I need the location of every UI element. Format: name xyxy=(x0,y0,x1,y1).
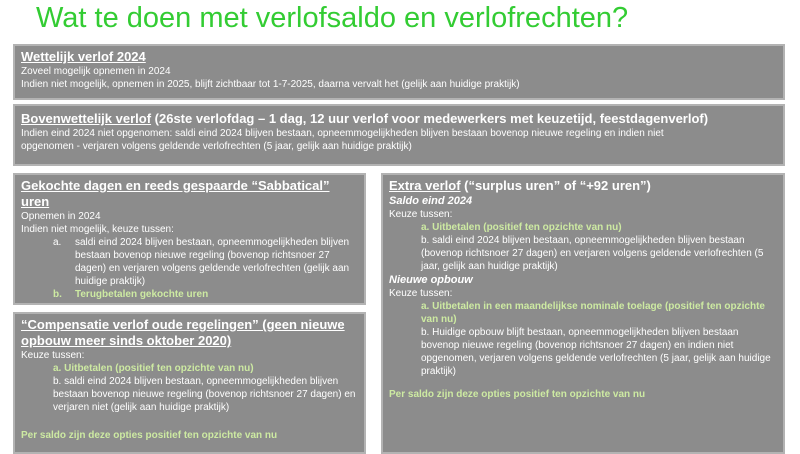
box-text: Zoveel mogelijk opnemen in 2024 xyxy=(21,66,171,77)
box-text: opgenomen - verjaren volgens geldende verlofrechten (5 jaar, gelijk aan huidige praktijk) xyxy=(21,141,412,152)
box-heading: Gekochte dagen en reeds gespaarde “Sabbatical” uren xyxy=(21,178,330,209)
box-text: Keuze tussen: xyxy=(21,350,85,361)
option-a: a. Uitbetalen in een maandelijkse nominale toelage (positief ten opzichte van nu) xyxy=(421,301,765,325)
box-extra-verlof xyxy=(381,173,785,454)
box-wettelijk-verlof xyxy=(13,44,785,100)
box-footer: Per saldo zijn deze opties positief ten opzichte van nu xyxy=(21,430,278,441)
option-text: Terugbetalen gekochte uren xyxy=(75,289,209,300)
option-label: b. xyxy=(53,289,62,300)
box-bovenwettelijk-verlof xyxy=(13,104,785,166)
box-text: Indien niet mogelijk, keuze tussen: xyxy=(21,224,174,235)
box-heading: Wettelijk verlof 2024 xyxy=(21,49,146,64)
box-gekochte-dagen xyxy=(13,173,366,305)
option-b xyxy=(21,288,358,301)
box-text: Keuze tussen: xyxy=(389,288,453,299)
box-heading-rest: (“surplus uren” of “+92 uren”) xyxy=(460,178,651,193)
page-title: Wat te doen met verlofsaldo en verlofrechten? xyxy=(36,2,629,34)
option-label: a. xyxy=(53,237,62,248)
option-b: b. saldi eind 2024 blijven bestaan, opneemmogelijkheden blijven bestaan (bovenop richtsnoer 27 dagen) en verjaren volgens geldende verlofrechten (5 jaar, gelijk aan huidige praktijk) xyxy=(421,235,764,272)
box-text: Keuze tussen: xyxy=(389,209,453,220)
sub-heading: Saldo eind 2024 xyxy=(389,195,473,207)
sub-heading: Nieuwe opbouw xyxy=(389,274,473,286)
box-text: Indien eind 2024 niet opgenomen: saldi eind 2024 blijven bestaan, opneemmogelijkheden blijven bestaan bovenop nieuwe regeling en indien niet xyxy=(21,128,664,139)
box-heading: Extra verlof xyxy=(389,178,461,193)
box-compensatie-verlof xyxy=(13,312,366,454)
option-b: b. Huidige opbouw blijft bestaan, opneemmogelijkheden blijven bestaan bovenop nieuwe regeling (bovenop richtsnoer 27 dagen) en indien niet opgenomen, verjaren volgens geldende verlofrechten (5 jaar, gelijk aan huidige praktijk) xyxy=(421,327,771,377)
box-heading-rest: (26ste verlofdag – 1 dag, 12 uur verlof voor medewerkers met keuzetijd, feestdagenverlof) xyxy=(151,111,709,126)
option-a xyxy=(21,236,358,288)
box-footer: Per saldo zijn deze opties positief ten opzichte van nu xyxy=(389,389,646,400)
box-heading: “Compensatie verlof oude regelingen” (geen nieuwe opbouw meer sinds oktober 2020) xyxy=(21,317,345,348)
box-heading-line xyxy=(21,111,777,127)
option-text: saldi eind 2024 blijven bestaan, opneemmogelijkheden blijven bestaan bovenop nieuwe regeling (bovenop richtsnoer 27 dagen) en verjaren volgens geldende verlofrechten (gelijk aan huidige praktijk) xyxy=(75,237,350,287)
box-heading: Bovenwettelijk verlof xyxy=(21,111,152,126)
box-text: Opnemen in 2024 xyxy=(21,211,101,222)
option-a: a. Uitbetalen (positief ten opzichte van nu) xyxy=(53,363,254,374)
option-b: b. saldi eind 2024 blijven bestaan, opneemmogelijkheden blijven bestaan bovenop nieuwe regeling (bovenop richtsnoer 27 dagen) en verjaren niet (gelijk aan huidige praktijk) xyxy=(53,376,356,413)
box-text: Indien niet mogelijk, opnemen in 2025, blijft zichtbaar tot 1-7-2025, daarna vervalt het (gelijk aan huidige praktijk) xyxy=(21,79,520,90)
option-a: a. Uitbetalen (positief ten opzichte van nu) xyxy=(421,222,622,233)
box-heading-line xyxy=(389,178,777,194)
